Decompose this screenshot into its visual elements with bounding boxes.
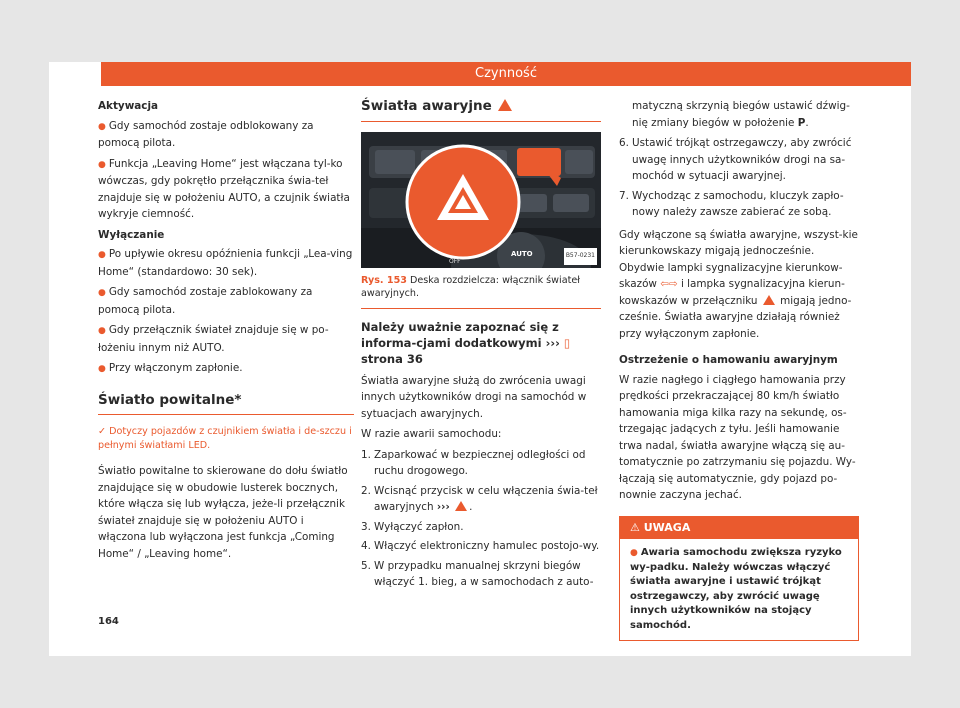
turn-signal-icons: ⇦⇨ bbox=[660, 278, 678, 290]
check-icon: ✓ bbox=[98, 426, 110, 437]
dashboard-figure bbox=[361, 132, 601, 268]
list-item: 6. Ustawić trójkąt ostrzegawczy, aby zwrócić uwagę innych użytkowników drogi na sa-mochód w sytuacji awaryjnej. bbox=[619, 137, 852, 182]
warning-triangle-icon bbox=[498, 99, 512, 111]
applicability-note: ✓ Dotyczy pojazdów z czujnikiem światła i de-szczu i pełnymi światłami LED. bbox=[98, 426, 352, 451]
warning-triangle-icon bbox=[763, 295, 775, 305]
steps-list bbox=[361, 447, 601, 591]
list-item: ● Gdy przełącznik świateł znajduje się w po-łożeniu innym niż AUTO. bbox=[98, 324, 329, 354]
list-item: 3. Wyłączyć zapłon. bbox=[361, 520, 464, 533]
list-item: ● Funkcja „Leaving Home“ jest włączana tyl-ko wówczas, gdy pokrętło przełącznika świa-teł znajduje się w położeniu AUTO, a czujnik światła wykryje ciemność. bbox=[98, 157, 350, 220]
step-continuation: matyczną skrzynią biegów ustawić dźwig-nię zmiany biegów w położenie P. bbox=[632, 100, 850, 129]
list-item: 2. Wcisnąć przycisk w celu włączenia świa-teł awaryjnych ››› . bbox=[361, 484, 598, 513]
list-item: ● Gdy samochód zostaje odblokowany za pomocą pilota. bbox=[98, 119, 314, 149]
additional-info-note: Należy uważnie zapoznać się z informa-cjami dodatkowymi ››› ▯ strona 36 bbox=[361, 319, 571, 366]
warning-header: ⚠ UWAGA bbox=[620, 517, 858, 540]
column-middle bbox=[361, 98, 601, 594]
activation-heading: Aktywacja bbox=[98, 100, 159, 112]
auto-label: AUTO bbox=[511, 249, 533, 258]
manual-page bbox=[49, 62, 911, 656]
deactivation-heading: Wyłączanie bbox=[98, 228, 165, 241]
bullet-icon: ● bbox=[98, 250, 106, 260]
steps-list-continued bbox=[619, 135, 859, 221]
list-item: 1. Zaparkować w bezpiecznej odległości od ruchu drogowego. bbox=[361, 448, 586, 477]
hazard-lights-heading: Światła awaryjne bbox=[361, 98, 601, 122]
list-item: 7. Wychodząc z samochodu, kluczyk zapło-nowy należy zawsze zabierać ze sobą. bbox=[619, 189, 844, 218]
welcome-light-heading: Światło powitalne* bbox=[98, 392, 354, 416]
off-label: OFF bbox=[449, 257, 461, 265]
bullet-icon: ● bbox=[98, 326, 106, 336]
list-item: ● Gdy samochód zostaje zablokowany za pomocą pilota. bbox=[98, 286, 313, 316]
book-icon: ▯ bbox=[563, 335, 571, 350]
warning-box bbox=[619, 516, 859, 642]
emergency-brake-text: W razie nagłego i ciągłego hamowania przy prędkości przekraczającej 80 km/h światło hamowania miga kilka razy na sekundę, os-trzegając jadących z tyłu. Jeśli hamowanie trwa nadal, światła awaryjne włączą się au-tomatycznie po zatrzymaniu się pojazdu. Wy-łączają się automatycznie, gdy pojazd po-nownie zaczyna jechać. bbox=[619, 373, 856, 501]
list-item: ● Przy włączonym zapłonie. bbox=[98, 362, 243, 374]
page-number: 164 bbox=[98, 616, 119, 627]
bullet-icon: ● bbox=[630, 548, 638, 558]
hazard-info-text: Gdy włączone są światła awaryjne, wszyst-kie kierunkowskazy migają jednocześnie. Obydwie lampki sygnalizacyjne kierunkow-skazów ⇦⇨ i lampka sygnalizacyjna kierun-kowskazów w przełączniku migają jedno-cześnie. Światła awaryjne działają również przy wyłączonym zapłonie. bbox=[619, 228, 858, 340]
figure-code: B57-0231 bbox=[564, 248, 597, 265]
warning-icon: ⚠ bbox=[630, 520, 640, 534]
figure-caption: Rys. 153 Deska rozdzielcza: włącznik świateł awaryjnych. bbox=[361, 274, 601, 309]
bullet-icon: ● bbox=[98, 159, 106, 170]
column-left bbox=[98, 98, 354, 565]
page-reference-link[interactable]: strona 36 bbox=[361, 351, 423, 366]
section-header: Czynność bbox=[101, 62, 911, 86]
welcome-light-text: Światło powitalne to skierowane do dołu światło znajdujące się w obudowie lusterek bocznych, które włącza się lub wyłącza, jeże-li przełącznik świateł znajduje się w położeniu AUTO i włączona lub wyłączona jest funkcja „Coming Home“ / „Leaving home“. bbox=[98, 465, 348, 560]
list-item: ● Po upływie okresu opóźnienia funkcji „Lea-ving Home“ (standardowo: 30 sek). bbox=[98, 248, 353, 278]
warning-body: ● Awaria samochodu zwiększa ryzyko wy-padku. Należy wówczas włączyć światła awaryjne i ustawić trójkąt ostrzegawczy, aby zwrócić uwagę innych użytkowników na stojący samochód. bbox=[630, 547, 842, 631]
list-item: 4. Włączyć elektroniczny hamulec postojo-wy. bbox=[361, 540, 600, 552]
column-right bbox=[619, 98, 859, 641]
bullet-icon: ● bbox=[98, 364, 106, 374]
breakdown-text: W razie awarii samochodu: bbox=[361, 428, 502, 440]
bullet-icon: ● bbox=[98, 121, 106, 132]
intro-text: Światła awaryjne służą do zwrócenia uwagi innych użytkowników drogi na samochód w sytuacjach awaryjnych. bbox=[361, 374, 587, 420]
bullet-icon: ● bbox=[98, 288, 106, 298]
list-item: 5. W przypadku manualnej skrzyni biegów włączyć 1. bieg, a w samochodach z auto- bbox=[361, 559, 594, 588]
warning-triangle-icon bbox=[455, 501, 467, 511]
emergency-brake-heading: Ostrzeżenie o hamowaniu awaryjnym bbox=[619, 354, 838, 366]
